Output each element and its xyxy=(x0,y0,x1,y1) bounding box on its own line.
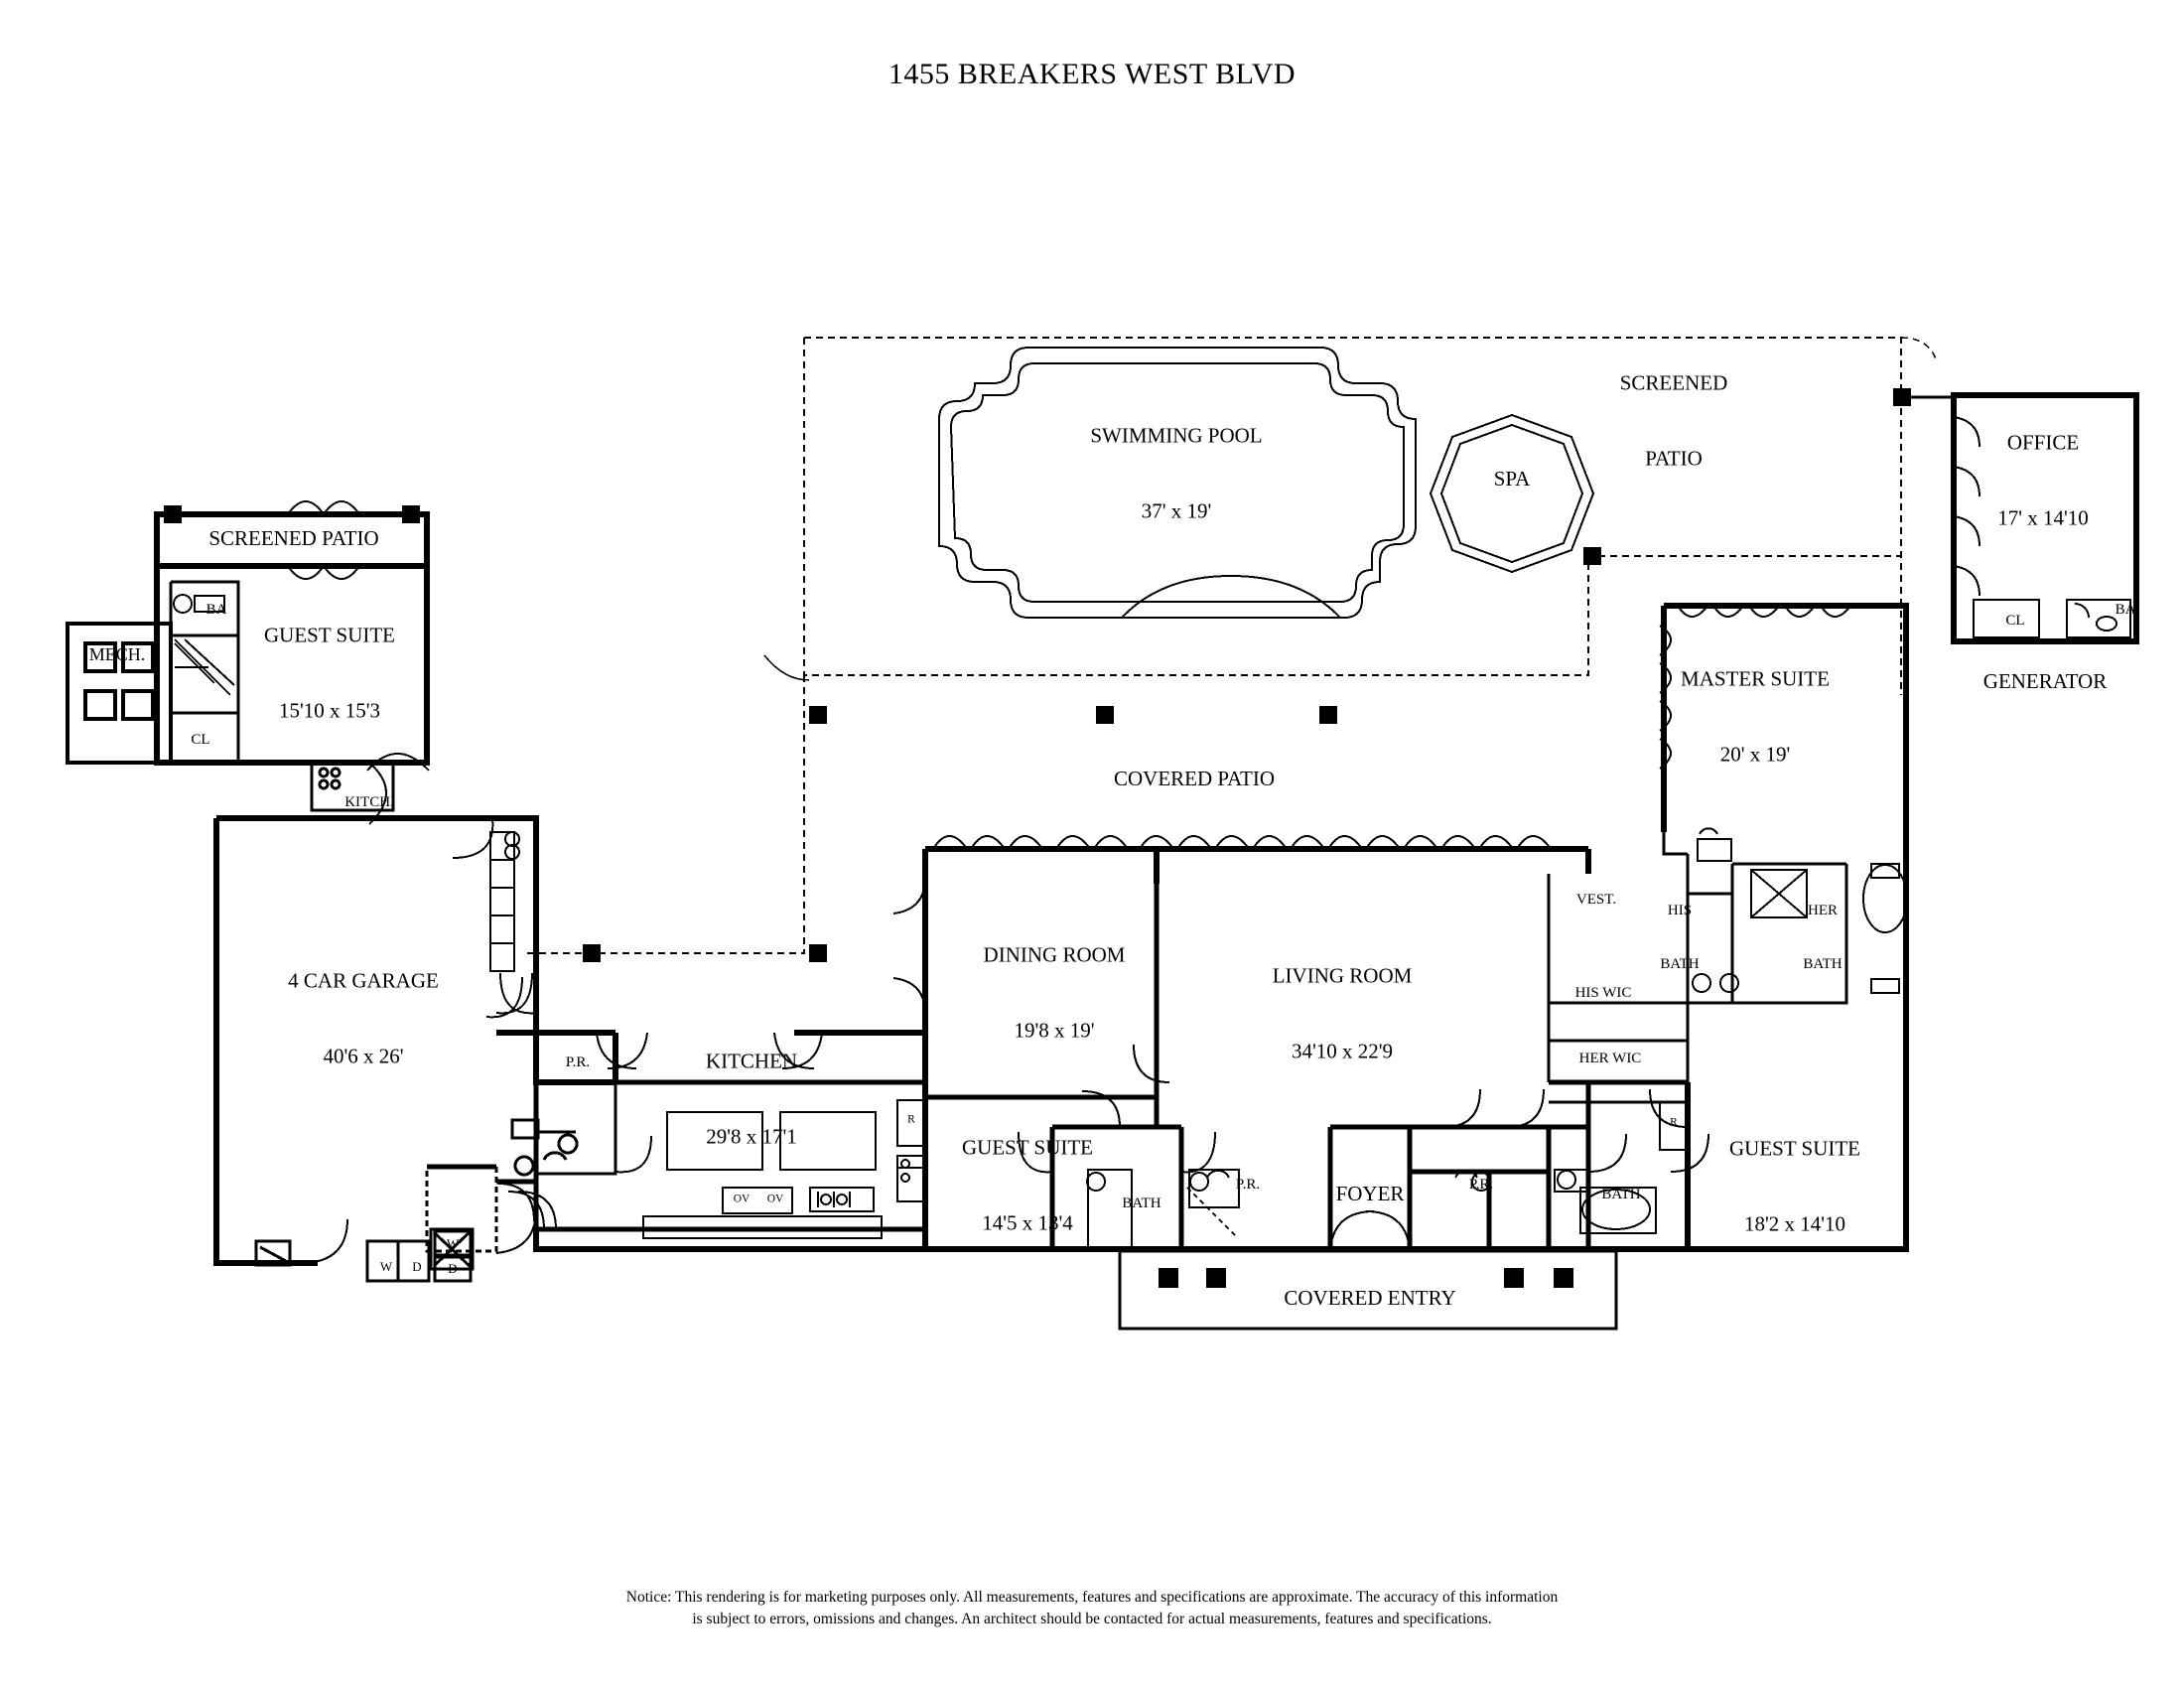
room-label-kitchen: KITCHEN 29'8 x 17'1 xyxy=(705,1049,798,1149)
room-label-her-bath: HER BATH xyxy=(1803,903,1843,972)
room-label-screened-patio-right: SCREENED PATIO xyxy=(1619,370,1728,471)
powder-room-garage xyxy=(512,1082,615,1175)
room-label-living-room: LIVING ROOM 34'10 x 22'9 xyxy=(1272,963,1413,1063)
room-label-bath-right: BATH xyxy=(1601,1187,1641,1202)
appliance-label-refrigerator-1: R xyxy=(907,1113,915,1126)
appliance-label-dryer-right: D xyxy=(448,1261,458,1277)
room-label-powder-room-garage: P.R. xyxy=(565,1055,591,1070)
room-label-closet-office: CL xyxy=(2005,613,2025,629)
room-label-guest-suite-right: GUEST SUITE 18'2 x 14'10 xyxy=(1728,1136,1861,1236)
appliance-label-washer-left: W xyxy=(379,1259,393,1275)
room-label-powder-room-mid: P.R. xyxy=(1235,1177,1261,1193)
appliance-label-dryer-left: D xyxy=(412,1259,422,1275)
room-label-her-wic: HER WIC xyxy=(1578,1051,1642,1066)
master-bath-fixtures xyxy=(1693,828,1907,993)
room-label-spa: SPA xyxy=(1493,467,1531,492)
room-label-his-bath: HIS BATH xyxy=(1660,903,1700,972)
room-label-covered-entry: COVERED ENTRY xyxy=(1284,1286,1456,1311)
page-title: 1455 BREAKERS WEST BLVD xyxy=(887,58,1297,90)
garage-cabinets xyxy=(490,832,519,971)
room-label-screened-patio-left: SCREENED PATIO xyxy=(208,526,379,551)
room-label-bath-left: BA xyxy=(205,602,227,618)
room-label-bath-office: BA xyxy=(2115,602,2136,618)
appliance-label-oven-1: OV xyxy=(733,1193,751,1205)
room-label-guest-suite-mid: GUEST SUITE 14'5 x 13'4 xyxy=(961,1135,1094,1235)
room-label-dining-room: DINING ROOM 19'8 x 19' xyxy=(983,942,1126,1043)
appliance-label-oven-2: OV xyxy=(766,1193,784,1205)
appliance-label-washer-right: W xyxy=(446,1236,460,1252)
room-label-mech: MECH. xyxy=(88,644,146,665)
room-label-kitchenette: KITCH. xyxy=(344,794,394,810)
room-label-swimming-pool: SWIMMING POOL 37' x 19' xyxy=(1090,423,1263,523)
room-label-powder-room-right: P.R. xyxy=(1468,1177,1494,1193)
disclaimer-notice: Notice: This rendering is for marketing purposes only. All measurements, features and specifications are approximate. The accuracy of this information is subject to errors, omissions and changes. An architect should be contacted for actual measurements, features and specifications. xyxy=(625,1589,1559,1628)
room-label-closet-left: CL xyxy=(191,732,210,748)
room-label-his-wic: HIS WIC xyxy=(1574,985,1632,1001)
room-label-generator: GENERATOR xyxy=(1982,669,2108,694)
room-label-foyer: FOYER xyxy=(1335,1182,1405,1206)
room-label-garage: 4 CAR GARAGE 40'6 x 26' xyxy=(288,968,439,1068)
room-label-master-suite: MASTER SUITE 20' x 19' xyxy=(1681,666,1830,767)
room-label-office: OFFICE 17' x 14'10 xyxy=(1997,430,2089,530)
room-label-guest-suite-left: GUEST SUITE 15'10 x 15'3 xyxy=(263,623,396,723)
appliance-label-refrigerator-2: R xyxy=(1670,1116,1678,1129)
room-label-covered-patio: COVERED PATIO xyxy=(1114,767,1275,791)
room-label-vestibule: VEST. xyxy=(1575,892,1617,908)
room-label-bath-mid: BATH xyxy=(1122,1196,1161,1211)
